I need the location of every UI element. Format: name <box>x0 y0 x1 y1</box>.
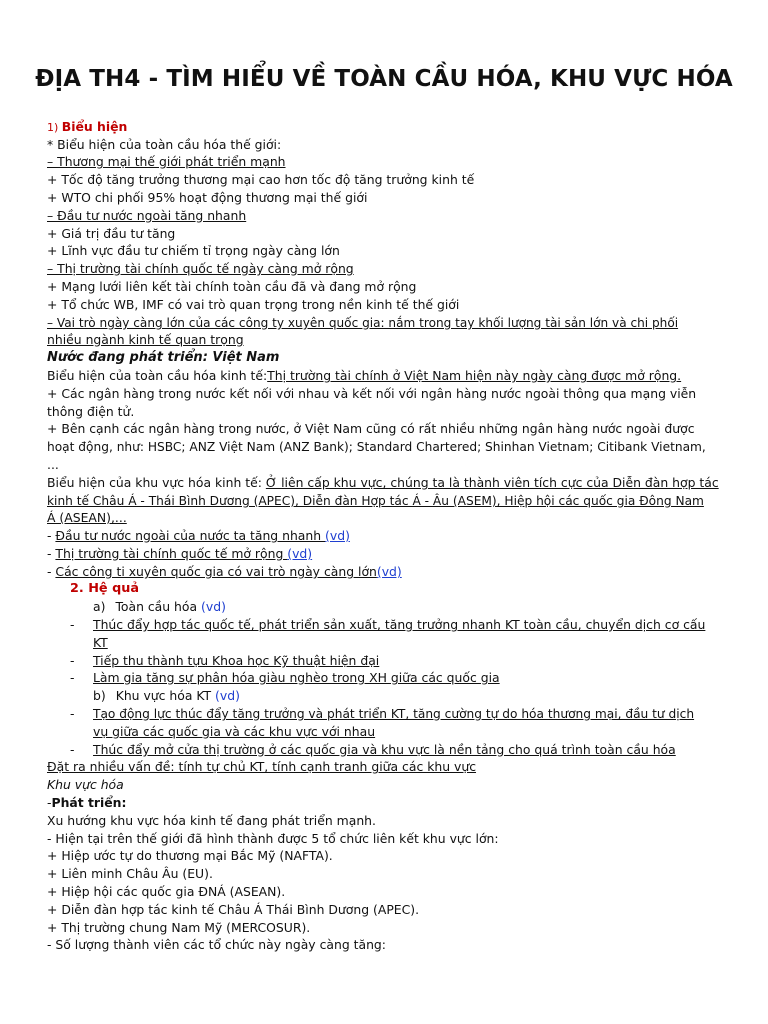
subheading-khu-vuc-hoa: Khu vực hóa <box>47 777 124 792</box>
list-item: Làm gia tăng sự phân hóa giàu nghèo trong XH giữa các quốc gia <box>93 670 500 685</box>
vd-link[interactable]: (vd) <box>287 546 313 561</box>
text-line: + Mạng lưới liên kết tài chính toàn cầu đã và đang mở rộng <box>47 279 417 294</box>
section-2-heading: 2. Hệ quả <box>70 581 139 596</box>
list-item: Tiếp thu thành tựu Khoa học Kỹ thuật hiện đại <box>93 653 380 668</box>
list-item-b: b) Khu vực hóa KT (vd) <box>93 688 240 703</box>
text-line: kinh tế Châu Á - Thái Bình Dương (APEC), Diễn đàn Hợp tác Á - Âu (ASEM), Hiệp hội các quốc gia Đông Nam <box>47 494 704 508</box>
text-line: ... <box>47 457 59 472</box>
text-line: Biểu hiện của toàn cầu hóa kinh tế:Thị trường tài chính ở Việt Nam hiện này ngày càng được mở rộng. <box>47 368 682 383</box>
list-item: vụ giữa các quốc gia và các khu vực với nhau <box>93 724 376 739</box>
text-line: thông điện tử. <box>47 404 135 419</box>
bullet-dash: - <box>70 617 75 632</box>
text-line: + Hiệp ước tự do thương mại Bắc Mỹ (NAFTA). <box>47 848 333 863</box>
text-line: + Lĩnh vực đầu tư chiếm tỉ trọng ngày càng lớn <box>47 243 340 258</box>
text-line: Biểu hiện của khu vực hóa kinh tế: Ở liên cấp khu vực, chúng ta là thành viên tích cực của Diễn đàn hợp tác <box>47 475 719 490</box>
text-line: hoạt động, như: HSBC; ANZ Việt Nam (ANZ Bank); Standard Chartered; Shinhan Vietnam; Citibank Vietnam, <box>47 440 706 454</box>
list-item: Tạo động lực thúc đẩy tăng trưởng và phát triển KT, tăng cường tự do hóa thương mại, đầu tư dịch <box>93 707 695 721</box>
list-item: Thúc đẩy hợp tác quốc tế, phát triển sản xuất, tăng trưởng nhanh KT toàn cầu, chuyển dịch cơ cấu <box>93 617 706 632</box>
list-item: Thúc đẩy mở cửa thị trường ở các quốc gia và khu vực là nền tảng cho quá trình toàn cầu hóa <box>93 742 676 757</box>
text-line: – Đầu tư nước ngoài tăng nhanh <box>47 208 247 223</box>
text-line: nhiều ngành kinh tế quan trọng <box>47 332 244 347</box>
text-line: – Vai trò ngày càng lớn của các công ty xuyên quốc gia: nắm trong tay khối lượng tài sản lớn và chi phối <box>47 316 679 330</box>
text-line: - Các công ti xuyên quốc gia có vai trò ngày càng lớn(vd) <box>47 564 402 579</box>
vd-link[interactable]: (vd) <box>325 528 350 543</box>
list-item: KT <box>93 635 108 650</box>
section-1-heading: 1) Biểu hiện <box>47 119 128 134</box>
text-line: + Giá trị đầu tư tăng <box>47 226 176 241</box>
bullet-dash: - <box>70 653 75 668</box>
bullet-dash: - <box>70 670 75 685</box>
text-line: - Hiện tại trên thế giới đã hình thành được 5 tổ chức liên kết khu vực lớn: <box>47 831 499 846</box>
vd-link[interactable]: (vd) <box>376 564 402 579</box>
text-line: + Tổ chức WB, IMF có vai trò quan trọng trong nền kinh tế thế giới <box>47 297 460 312</box>
text-line: Đặt ra nhiều vấn đề: tính tự chủ KT, tính cạnh tranh giữa các khu vực <box>47 759 477 774</box>
text-line: + Bên cạnh các ngân hàng trong nước, ở Việt Nam cũng có rất nhiều những ngân hàng nước ngoài được <box>47 421 695 436</box>
text-line: + WTO chi phối 95% hoạt động thương mại thế giới <box>47 190 368 205</box>
text-line: + Các ngân hàng trong nước kết nối với nhau và kết nối với ngân hàng nước ngoài thông qua mạng viễn <box>47 386 697 401</box>
text-line: - Thị trường tài chính quốc tế mở rộng (vd) <box>47 546 313 561</box>
text-line: – Thị trường tài chính quốc tế ngày càng mở rộng <box>47 261 354 276</box>
page-title: ĐỊA TH4 - TÌM HIỂU VỀ TOÀN CẦU HÓA, KHU VỰC HÓA <box>35 66 733 92</box>
bullet-dash: - <box>70 742 75 757</box>
text-line: – Thương mại thế giới phát triển mạnh <box>47 154 286 169</box>
subheading-phat-trien: -Phát triển: <box>47 795 127 810</box>
text-line: + Hiệp hội các quốc gia ĐNÁ (ASEAN). <box>47 884 286 899</box>
vd-link[interactable]: (vd) <box>201 599 226 614</box>
text-line: Xu hướng khu vực hóa kinh tế đang phát triển mạnh. <box>47 813 376 828</box>
text-line: Á (ASEAN),... <box>47 510 127 525</box>
text-line: - Đầu tư nước ngoài của nước ta tăng nhanh (vd) <box>47 528 350 543</box>
list-item-a: a) Toàn cầu hóa (vd) <box>93 599 226 614</box>
subheading-vietnam: Nước đang phát triển: Việt Nam <box>47 350 280 365</box>
text-line: + Tốc độ tăng trưởng thương mại cao hơn tốc độ tăng trưởng kinh tế <box>47 172 475 187</box>
text-line: + Liên minh Châu Âu (EU). <box>47 866 213 881</box>
vd-link[interactable]: (vd) <box>215 688 240 703</box>
bullet-dash: - <box>70 706 75 721</box>
text-line: + Thị trường chung Nam Mỹ (MERCOSUR). <box>47 920 311 935</box>
text-line: + Diễn đàn hợp tác kinh tế Châu Á Thái Bình Dương (APEC). <box>47 902 420 917</box>
text-line: - Số lượng thành viên các tổ chức này ngày càng tăng: <box>47 937 386 952</box>
text-line: * Biểu hiện của toàn cầu hóa thế giới: <box>47 137 282 152</box>
